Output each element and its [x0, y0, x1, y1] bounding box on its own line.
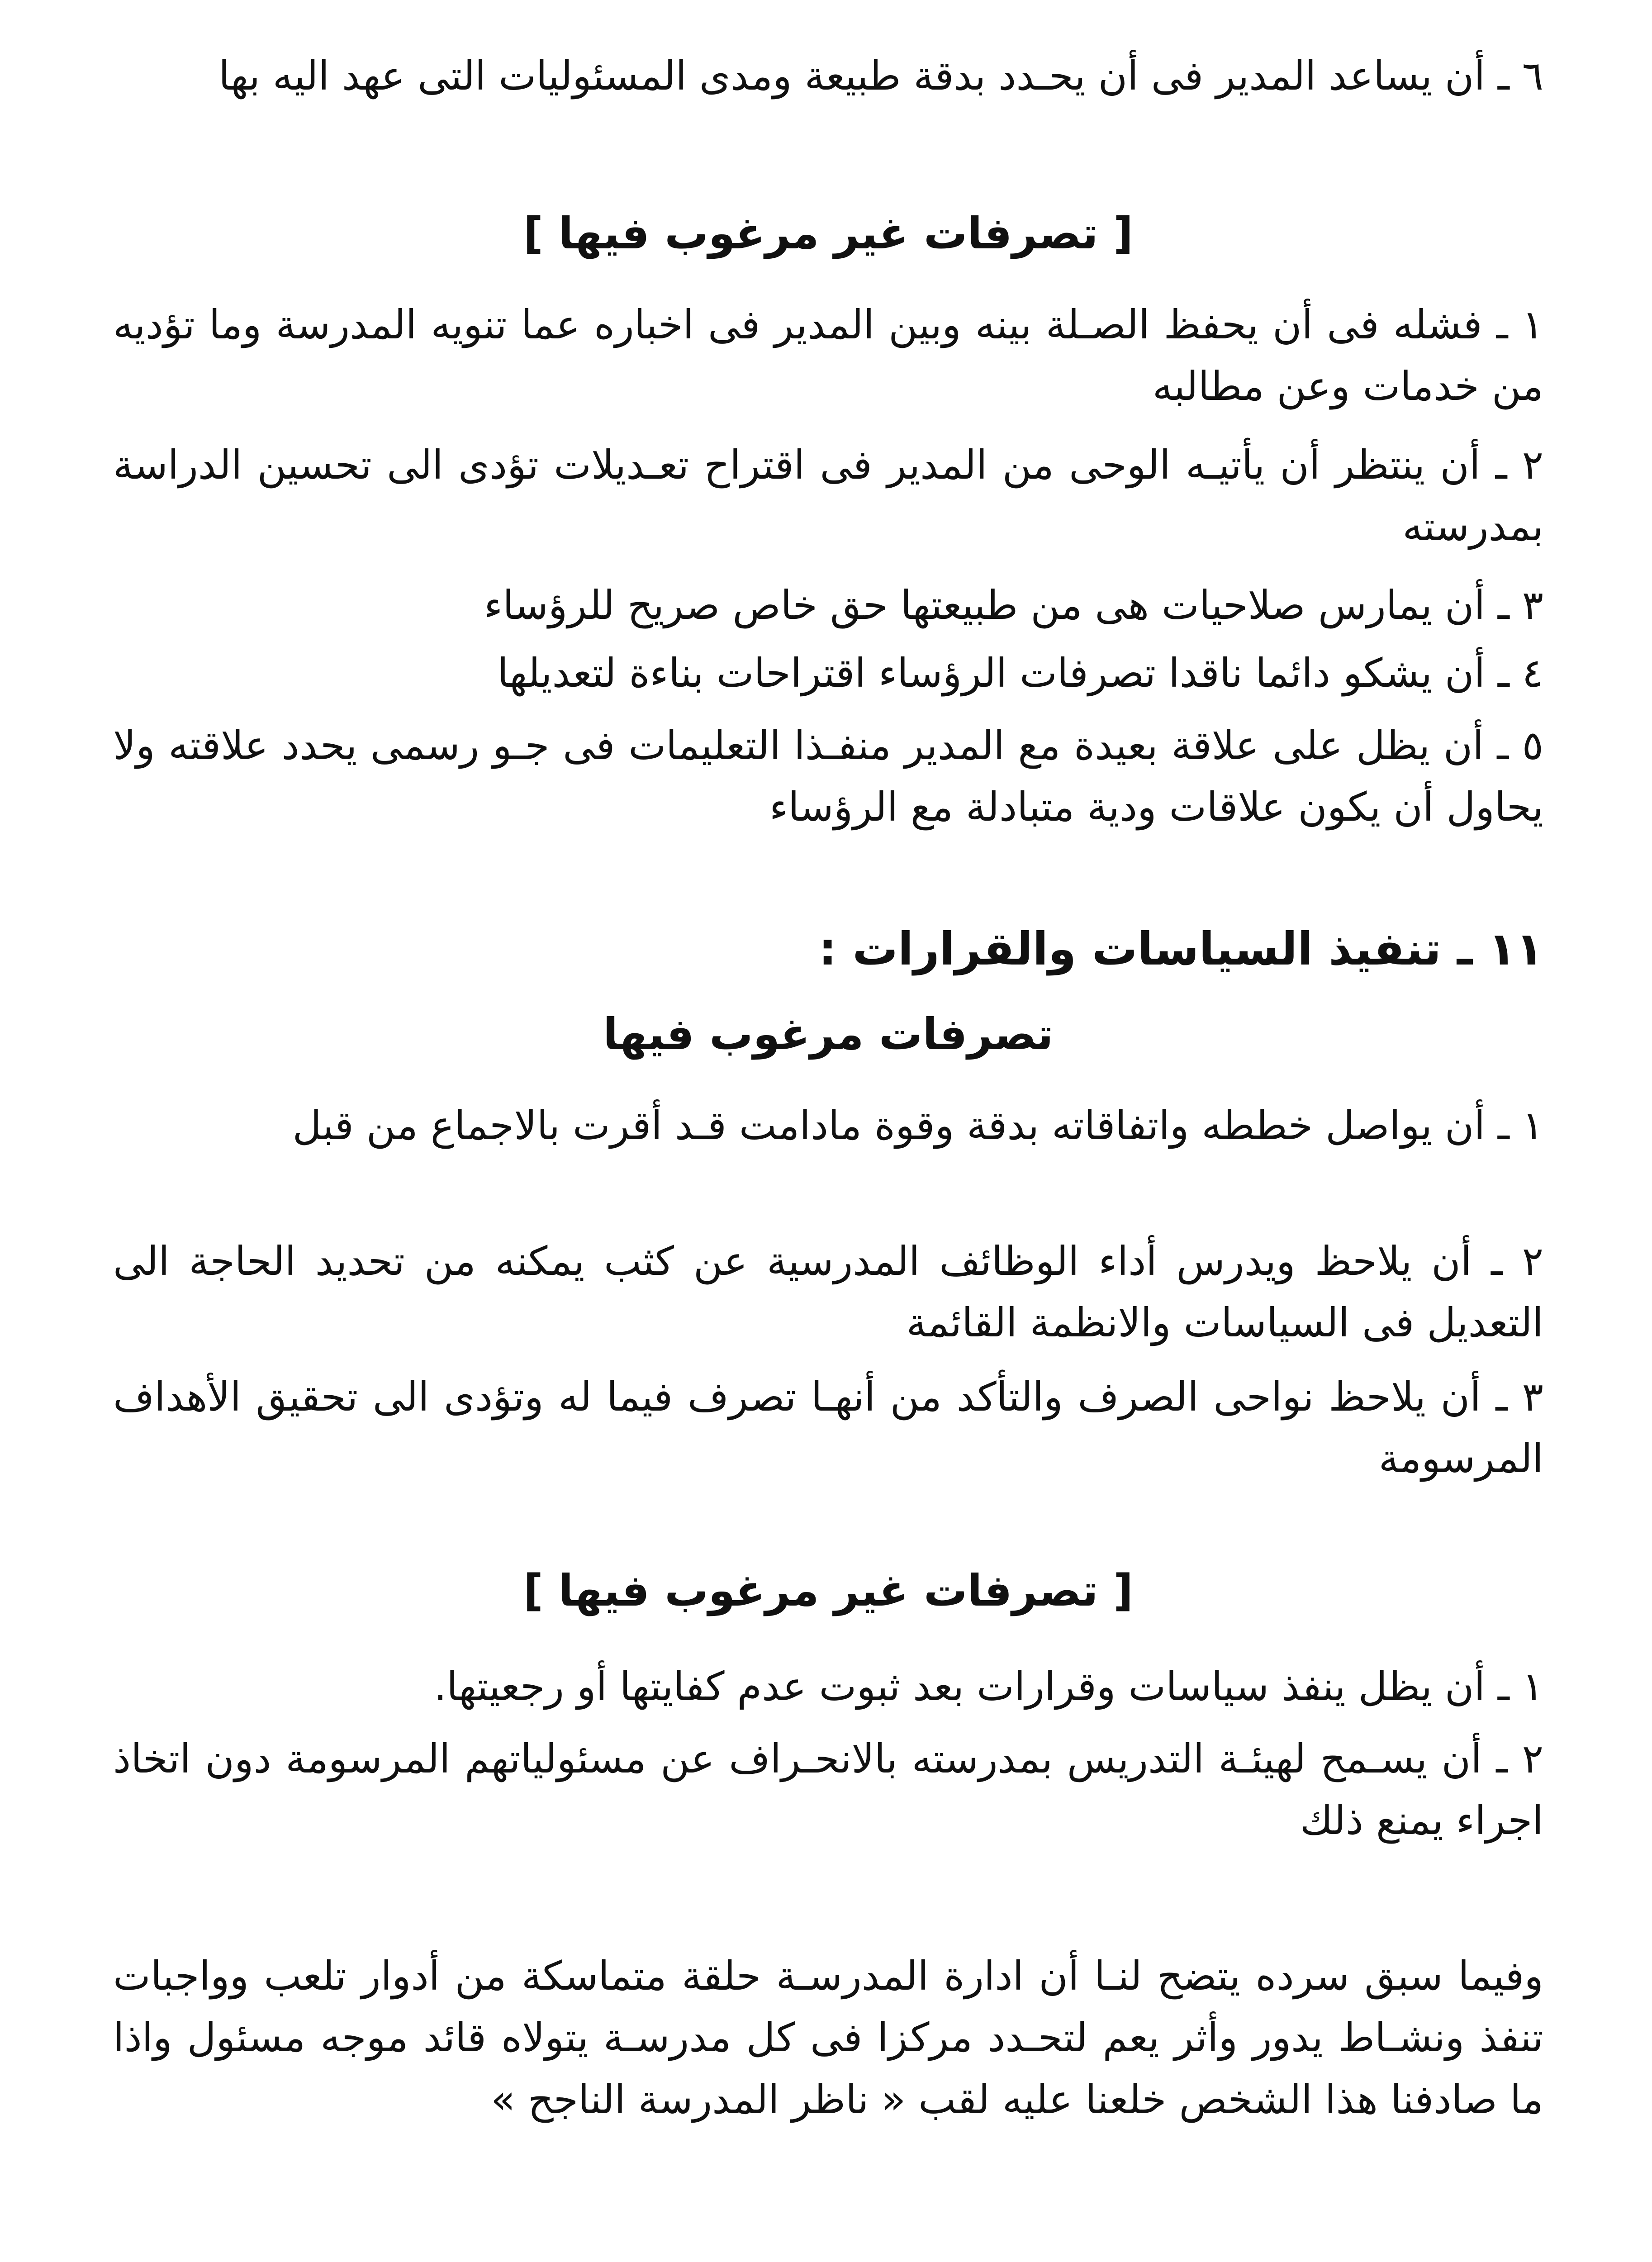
section11-title: ١١ ـ تنفيذ السياسات والقرارات :: [818, 922, 1543, 975]
block1-item-3: ٣ ـ أن يمارس صلاحيات هى من طبيعتها حق خاص صريح للرؤساء: [484, 582, 1543, 628]
desirable-item-1: ١ ـ أن يواصل خططه واتفاقاته بدقة وقوة مادامت قـد أقرت بالاجماع من قبل: [292, 1102, 1543, 1149]
conclusion-paragraph: وفيما سبق سرده يتضح لنـا أن ادارة المدرسـة حلقة متماسكة من أدوار تلعب وواجبات تنفذ ونشـاط يدور وأثر يعم لتحـدد مركزا فى كل مدرسـة يتولاه قائد موجه مسئول واذا ما صادفنا هذا الشخص خلعنا عليه لقب « ناظر المدرسة الناجح »: [113, 1953, 1543, 2123]
block1-heading: [ تصرفات غير مرغوب فيها ]: [523, 208, 1133, 259]
block1-item-2: ٢ ـ أن ينتظر أن يأتيـه الوحى من المدير فى اقتراح تعـديلات تؤدى الى تحسين الدراسة بمدرسته: [113, 442, 1543, 550]
block1-item-5: ٥ ـ أن يظل على علاقة بعيدة مع المدير منفـذا التعليمات فى جـو رسمى يحدد علاقته ولا يحاول أن يكون علاقات ودية متبادلة مع الرؤساء: [113, 722, 1543, 831]
intro-item: ٦ ـ أن يساعد المدير فى أن يحـدد بدقة طبيعة ومدى المسئوليات التى عهد اليه بها: [218, 52, 1543, 99]
undesirable-item-1: ١ ـ أن يظل ينفذ سياسات وقرارات بعد ثبوت عدم كفايتها أو رجعيتها.: [434, 1663, 1543, 1710]
undesirable-heading: [ تصرفات غير مرغوب فيها ]: [523, 1565, 1133, 1616]
desirable-heading: تصرفات مرغوب فيها: [603, 1009, 1054, 1060]
desirable-item-2: ٢ ـ أن يلاحظ ويدرس أداء الوظائف المدرسية عن كثب يمكنه من تحديد الحاجة الى التعديل فى السياسات والانظمة القائمة: [113, 1238, 1543, 1346]
desirable-item-3: ٣ ـ أن يلاحظ نواحى الصرف والتأكد من أنهـا تصرف فيما له وتؤدى الى تحقيق الأهداف المرسومة: [113, 1373, 1543, 1482]
block1-item-1: ١ ـ فشله فى أن يحفظ الصـلة بينه وبين المدير فى اخباره عما تنويه المدرسة وما تؤديه من خدمات وعن مطالبه: [113, 301, 1543, 410]
block1-item-4: ٤ ـ أن يشكو دائما ناقدا تصرفات الرؤساء اقتراحات بناءة لتعديلها: [497, 650, 1543, 696]
undesirable-item-2: ٢ ـ أن يسـمح لهيئـة التدريس بمدرسته بالانحـراف عن مسئولياتهم المرسومة دون اتخاذ اجراء يمنع ذلك: [113, 1735, 1543, 1844]
